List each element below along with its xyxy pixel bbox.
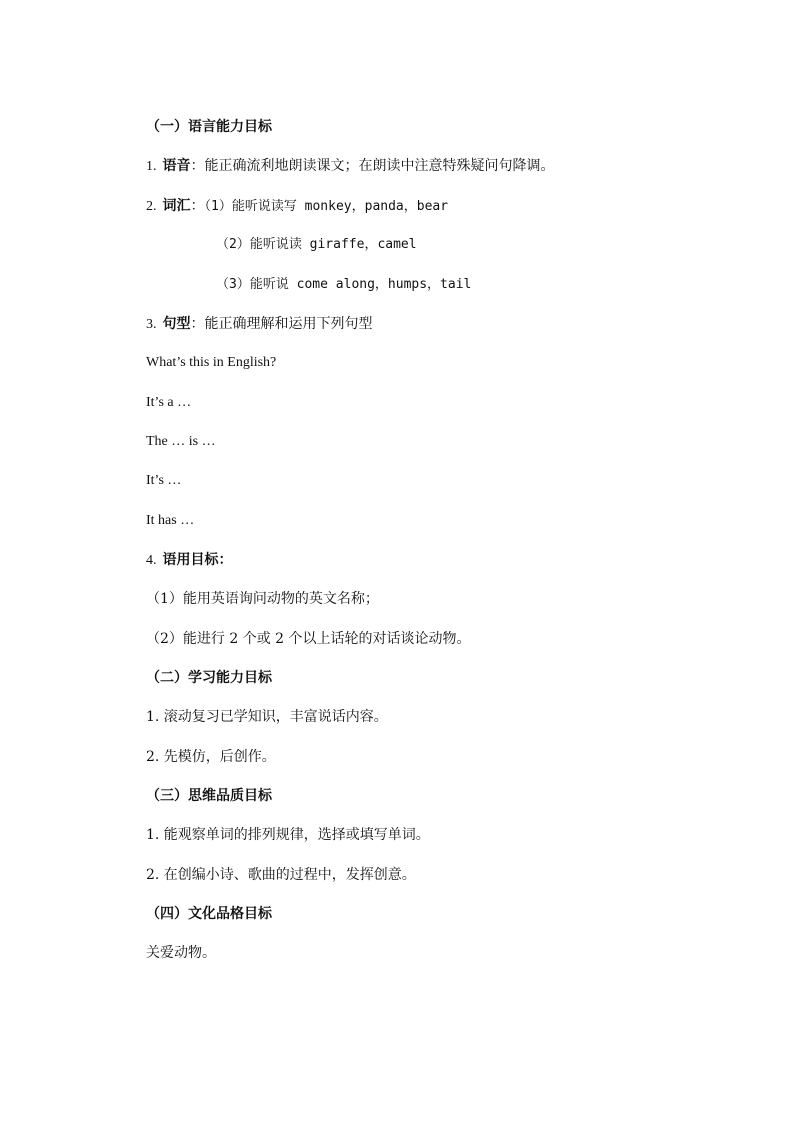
thinking-item-2: 2. 在创编小诗、歌曲的过程中，发挥创意。 xyxy=(146,867,416,883)
sentence-pattern: It’s … xyxy=(146,473,182,488)
sentence-pattern: The … is … xyxy=(146,434,216,449)
learning-item-1: 1. 滚动复习已学知识，丰富说话内容。 xyxy=(146,709,388,725)
item-text: ：能正确理解和运用下列句型 xyxy=(190,316,373,332)
language-item-vocabulary xyxy=(146,196,448,217)
item-text: ：能正确流利地朗读课文；在朗读中注意特殊疑问句降调。 xyxy=(190,158,555,174)
item-number: 4. xyxy=(146,553,157,568)
item-separator: ： xyxy=(218,552,233,568)
sentence-pattern: It’s a … xyxy=(146,395,192,410)
section-heading-thinking: （三）思维品质目标 xyxy=(146,788,272,804)
learning-item-2: 2. 先模仿，后创作。 xyxy=(146,749,276,765)
section-heading-language: （一）语言能力目标 xyxy=(146,119,272,135)
item-number: 1. xyxy=(146,159,157,174)
culture-item-1: 关爱动物。 xyxy=(146,945,216,961)
vocab-line-1: （1）能听说读写 monkey，panda，bear xyxy=(204,199,449,214)
sentence-pattern: What’s this in English? xyxy=(146,355,277,370)
language-item-usage xyxy=(146,550,233,571)
language-item-pronunciation xyxy=(146,156,555,177)
vocab-line-3: （3）能听说 come along，humps，tail xyxy=(216,277,472,292)
item-separator: ： xyxy=(190,198,205,214)
sentence-pattern: It has … xyxy=(146,513,195,528)
item-number: 2. xyxy=(146,199,157,214)
thinking-item-1: 1. 能观察单词的排列规律，选择或填写单词。 xyxy=(146,827,430,843)
vocab-line-2: （2）能听说读 giraffe，camel xyxy=(216,237,417,252)
usage-item-1: （1）能用英语询问动物的英文名称； xyxy=(146,591,379,607)
item-number: 3. xyxy=(146,317,157,332)
language-item-patterns xyxy=(146,314,373,335)
item-label: 语音 xyxy=(162,158,191,174)
item-label: 语用目标 xyxy=(162,552,219,568)
usage-item-2: （2）能进行 2 个或 2 个以上话轮的对话谈论动物。 xyxy=(146,631,471,647)
section-heading-learning: （二）学习能力目标 xyxy=(146,670,272,686)
section-heading-culture: （四）文化品格目标 xyxy=(146,906,272,922)
item-label: 句型 xyxy=(162,316,191,332)
item-label: 词汇 xyxy=(162,198,191,214)
